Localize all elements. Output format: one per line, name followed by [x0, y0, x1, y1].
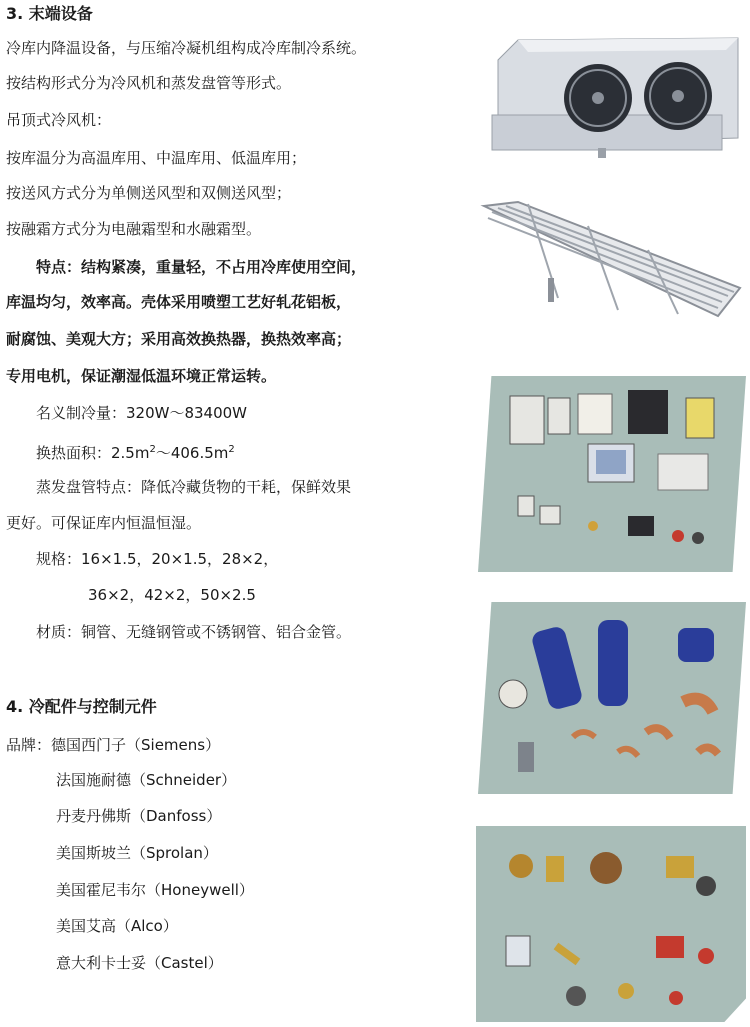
text-line: 专用电机，保证潮湿低温环境正常运转。 — [6, 367, 277, 385]
section-3-heading: 3. 末端设备 — [6, 4, 93, 23]
brand-line: 品牌：德国西门子（Siemens） — [6, 736, 221, 754]
brand-line: 美国艾高（Alco） — [56, 917, 178, 935]
text-line: 特点：结构紧凑，重量轻，不占用冷库使用空间， — [36, 258, 367, 276]
rated-capacity: 名义制冷量：320W～83400W — [36, 404, 248, 422]
control-components-photo — [478, 376, 746, 572]
text-line: 冷库内降温设备，与压缩冷凝机组构成冷库制冷系统。 — [6, 39, 367, 57]
spec-line: 规格：16×1.5，20×1.5，28×2， — [36, 550, 279, 568]
filter-drier-photo — [478, 602, 746, 794]
text-line: 吊顶式冷风机： — [6, 111, 112, 129]
brand-line: 丹麦丹佛斯（Danfoss） — [56, 807, 222, 825]
unit-cooler-photo — [488, 20, 743, 175]
material-line: 材质：铜管、无缝钢管或不锈钢管、铝合金管。 — [36, 623, 352, 641]
heat-exchange-area: 换热面积：$2.5m^2\sim 406.5m^2$ — [36, 444, 235, 462]
brand-line: 美国斯坡兰（Sprolan） — [56, 844, 218, 862]
evaporator-coil-photo — [478, 198, 746, 328]
spec-line: 36×2，42×2，50×2.5 — [88, 586, 256, 604]
text-line: 蒸发盘管特点：降低冷藏货物的干耗，保鲜效果 — [36, 478, 352, 496]
text-line: 按结构形式分为冷风机和蒸发盘管等形式。 — [6, 74, 292, 92]
text-line: 耐腐蚀、美观大方；采用高效换热器，换热效率高； — [6, 330, 352, 348]
brand-line: 法国施耐德（Schneider） — [56, 771, 237, 789]
brand-line: 美国霍尼韦尔（Honeywell） — [56, 881, 254, 899]
text-line: 按融霜方式分为电融霜型和水融霜型。 — [6, 220, 262, 238]
section-4-heading: 4. 冷配件与控制元件 — [6, 697, 157, 716]
text-line: 按库温分为高温库用、中温库用、低温库用； — [6, 149, 307, 167]
valves-controls-photo — [476, 826, 746, 1022]
brand-line: 意大利卡士妥（Castel） — [56, 954, 223, 972]
text-line: 更好。可保证库内恒温恒湿。 — [6, 514, 202, 532]
text-line: 按送风方式分为单侧送风型和双侧送风型； — [6, 184, 292, 202]
text-line: 库温均匀，效率高。壳体采用喷塑工艺好轧花铝板， — [6, 293, 352, 311]
